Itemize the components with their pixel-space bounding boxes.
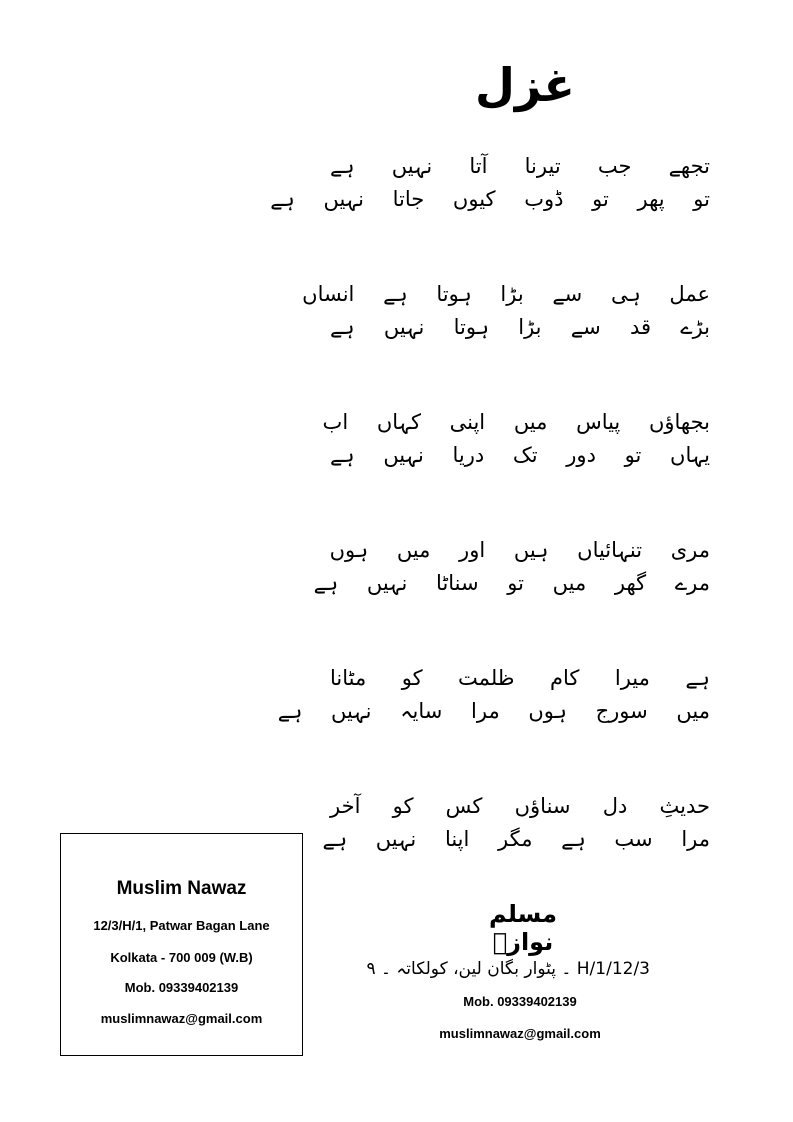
couplet-3	[322, 406, 710, 472]
couplet-5	[277, 662, 710, 728]
ghazal-poem	[270, 150, 710, 918]
couplet-line: حدیثِ دل سناؤں کس کو آخر	[330, 794, 710, 818]
couplet-line: مرا سب ہے مگر اپنا نہیں ہے	[322, 827, 710, 851]
ghazal-title: غزل	[475, 58, 575, 112]
couplet-line: عمل ہی سے بڑا ہوتا ہے انساں	[302, 282, 710, 306]
couplet-line: یہاں تو دور تک دریا نہیں ہے	[330, 443, 710, 467]
couplet-2	[302, 278, 710, 344]
contact-email: muslimnawaz@gmail.com	[439, 1026, 601, 1041]
card-name: Muslim Nawaz	[116, 878, 247, 899]
couplet-line: ہے میرا کام ظلمت کو مٹانا	[330, 666, 710, 690]
poet-signature: مسلم نوازؔ	[489, 900, 557, 956]
urdu-address: 12/3/H/1 ۔ پٹوار بگان لین، کولکاتہ ۔ ۹	[366, 959, 650, 979]
couplet-line: مری تنہائیاں ہیں اور میں ہوں	[329, 538, 710, 562]
contact-card	[60, 833, 303, 1056]
card-email: muslimnawaz@gmail.com	[100, 1011, 263, 1026]
couplet-line: تو پھر تو ڈوب کیوں جاتا نہیں ہے	[270, 187, 710, 211]
couplet-line: بجھاؤں پیاس میں اپنی کہاں اب	[322, 410, 710, 434]
couplet-line: تجھے جب تیرنا آتا نہیں ہے	[330, 154, 710, 178]
contact-mobile: Mob. 09339402139	[463, 994, 577, 1009]
couplet-1	[270, 150, 710, 216]
couplet-line: میں سورج ہوں مرا سایہ نہیں ہے	[277, 699, 710, 723]
couplet-line: بڑے قد سے بڑا ہوتا نہیں ہے	[330, 315, 710, 339]
couplet-line: مرے گھر میں تو سناٹا نہیں ہے	[313, 571, 710, 595]
card-mobile: Mob. 09339402139	[124, 980, 239, 995]
card-address-line-2: Kolkata - 700 009 (W.B)	[110, 950, 253, 965]
couplet-4	[313, 534, 710, 600]
couplet-6	[322, 790, 710, 856]
card-address-line-1: 12/3/H/1, Patwar Bagan Lane	[93, 918, 270, 933]
